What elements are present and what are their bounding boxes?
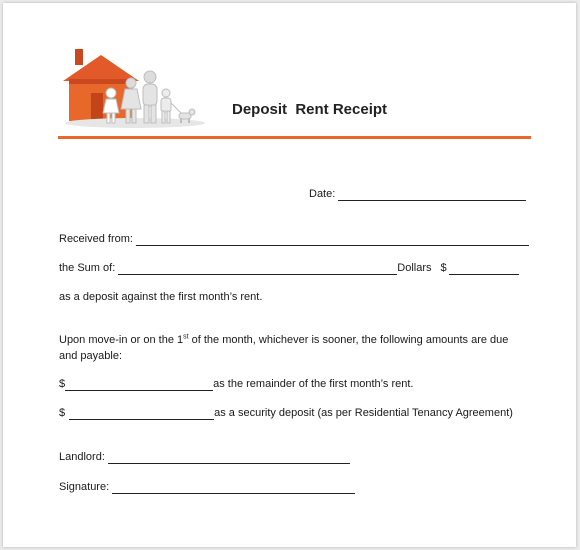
dollars-label: Dollars [397, 262, 432, 274]
date-row [309, 188, 526, 201]
received-from-row [59, 233, 529, 246]
amount2-field[interactable] [69, 407, 214, 420]
landlord-label: Landlord: [59, 451, 105, 463]
sum-label: the Sum of: [59, 262, 116, 274]
title-divider [58, 136, 531, 139]
amount1-prefix: $ [59, 378, 66, 390]
sum-row [59, 262, 519, 275]
amount1-row [59, 378, 413, 391]
house-family-logo [55, 43, 225, 131]
amount2-text: as a security deposit (as per Residential Tenancy Agreement) [214, 407, 513, 419]
amount2-row [59, 407, 513, 420]
date-field[interactable] [338, 188, 526, 201]
deposit-statement: as a deposit against the first month’s rent. [59, 291, 263, 303]
date-label: Date: [309, 188, 336, 200]
receipt-page [3, 3, 576, 547]
dollar-sign: $ [440, 262, 447, 274]
sum-words-field[interactable] [118, 262, 397, 275]
received-from-label: Received from: [59, 233, 133, 245]
receipt-title: Deposit Rent Receipt [232, 101, 388, 118]
amount1-field[interactable] [65, 378, 213, 391]
movein-text-after: of the month, whichever is sooner, the following amounts are due and payable: [59, 334, 509, 362]
amount1-text: as the remainder of the first month’s rent. [213, 378, 414, 390]
landlord-row [59, 451, 350, 464]
movein-superscript: st [183, 333, 189, 341]
movein-text-before: Upon move-in or on the 1 [59, 334, 184, 346]
signature-row [59, 481, 355, 494]
landlord-field[interactable] [108, 451, 350, 464]
signature-label: Signature: [59, 481, 110, 493]
received-from-field[interactable] [136, 233, 529, 246]
movein-paragraph [59, 332, 529, 364]
sum-amount-field[interactable] [449, 262, 519, 275]
amount2-prefix: $ [59, 407, 66, 419]
signature-field[interactable] [112, 481, 355, 494]
